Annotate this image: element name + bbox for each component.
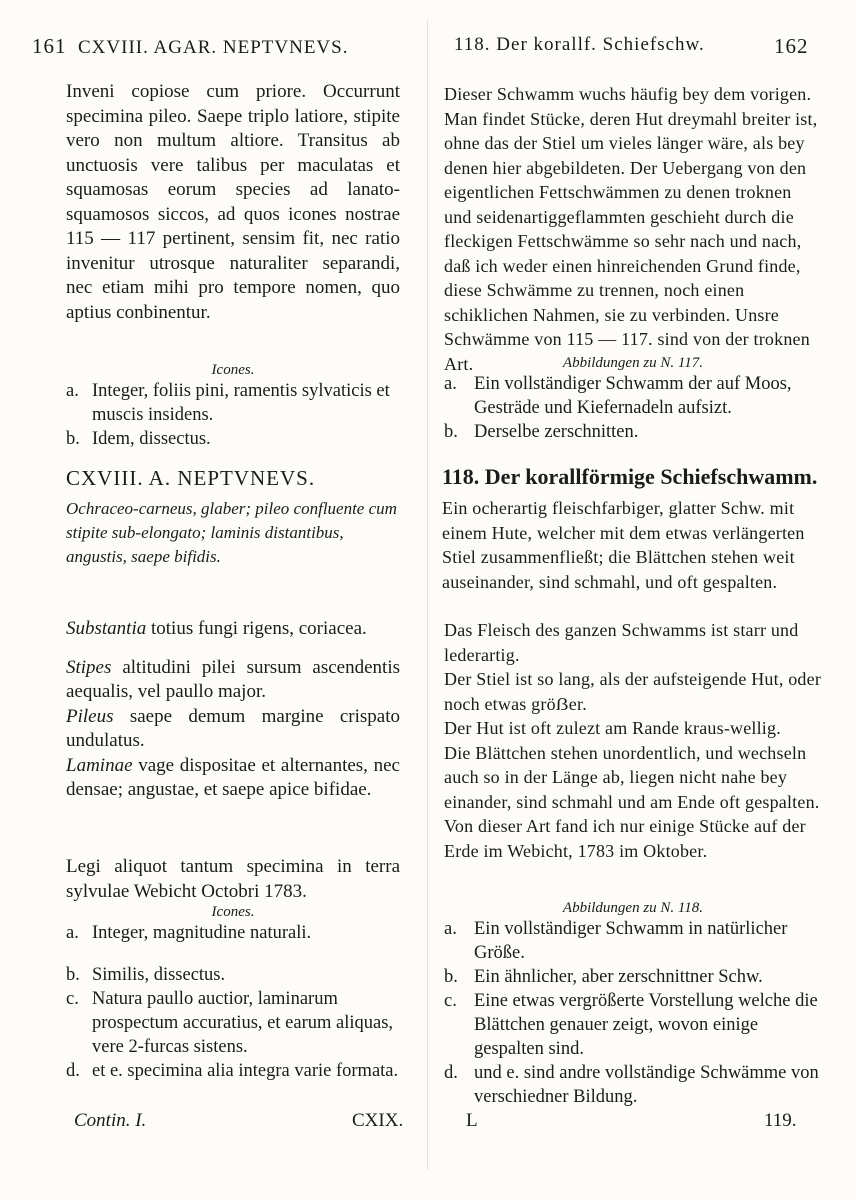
right-footer-signature <box>466 1110 478 1132</box>
item-key: b. <box>444 422 458 442</box>
left-footer-catchword <box>352 1110 403 1132</box>
item-key: a. <box>444 374 457 394</box>
description-stiel: Der Stiel ist so lang, als der aufsteigende Hut, oder noch etwas gröẞer. <box>444 669 822 714</box>
description-text: vage dispositae et alternantes, nec densae; angustae, et saepe apice bifidae. <box>66 754 400 800</box>
right-running-head <box>454 34 809 58</box>
item-key: b. <box>66 429 80 449</box>
left-icones-1 <box>66 362 400 451</box>
footer-right-text: 119. <box>764 1110 797 1131</box>
description-fund: Von dieser Art fand ich nur einige Stücke auf der Erde im Webicht, 1783 im Oktober. <box>444 816 806 861</box>
species-diagnosis: Ein ocherartig fleischfarbiger, glatter Schw. mit einem Hute, welcher mit dem etwas verlängerten Stiel zusammenfließt; die Blättchen stehen weit auseinander, sind schmahl, und oft gespalten. <box>442 498 805 592</box>
legi-paragraph: Legi aliquot tantum specimina in terra sylvulae Webicht Octobri 1783. <box>66 856 400 902</box>
description-text: totius fungi rigens, coriacea. <box>150 618 367 639</box>
item-text: Idem, dissectus. <box>92 429 211 449</box>
species-heading: CXVIII. A. NEPTVNEVS. <box>66 466 316 490</box>
left-species-section <box>66 466 400 569</box>
left-running-head-text: CXVIII. AGAR. NEPTVNEVS. <box>78 37 349 58</box>
right-abb-2 <box>444 900 822 1109</box>
item-key: a. <box>444 919 457 939</box>
left-intro-paragraph: Inveni copiose cum priore. Occurrunt specimina pileo. Saepe triplo latiore, stipite vero non multum altiore. Transitus ab unctuosis vere talibus per maculatas et squamosas eorum species ad lanato-squamosos siccos, ad quos icones nostrae 115 — 117 pertinent, sensim fit, nec ratio invenitur utrosque naturaliter separandi, nec etiam mihi pro tempore nomen, quo aptius conbinentur. <box>66 81 400 323</box>
species-heading: 118. Der korallförmige Schiefschwamm. <box>442 464 818 489</box>
left-description <box>66 617 400 803</box>
item-text: Eine etwas vergrößerte Vorstellung welche die Blättchen genauer zeigt, wovon einige gespalten sind. <box>474 991 818 1059</box>
item-text: Integer, foliis pini, ramentis sylvaticis et muscis insidens. <box>92 381 390 425</box>
abbildungen-title: Abbildungen zu N. 118. <box>562 900 704 916</box>
right-running-head-text: 118. Der korallf. Schiefschw. <box>454 34 705 55</box>
term: Laminae <box>66 754 133 776</box>
item-text: Similis, dissectus. <box>92 965 226 985</box>
left-intro-block <box>66 80 400 325</box>
description-fleisch: Das Fleisch des ganzen Schwamms ist starr und lederartig. <box>444 620 799 665</box>
item-text: Natura paullo auctior, laminarum prospectum accuratius, et earum aliquas, vere 2-furcas sistens. <box>92 989 394 1057</box>
item-text: Integer, magnitudine naturali. <box>92 923 312 943</box>
right-intro-paragraph: Dieser Schwamm wuchs häufig bey dem vorigen. Man findet Stücke, deren Hut dreymahl breiter ist, ohne das der Stiel um vieles länger wäre, als bey denen hier abgebildeten. Der Uebergang von den eigentlichen Fettschwämmen zu denen troknen und seidenartiggeflammten geschieht durch die fleckigen Fettschwämme so sehr nach und nach, daß ich weder einen hinreichenden Grund finde, diese Schwämme zu trennen, noch einen schiklichen Nahmen, sie zu verbinden. Unsre Schwämme von 115 — 117. sind von der troknen Art. <box>444 84 818 374</box>
footer-left-text: Contin. I. <box>74 1110 147 1131</box>
abbildungen-title: Abbildungen zu N. 117. <box>562 355 704 371</box>
item-text: und e. sind andre vollständige Schwämme von verschiedner Bildung. <box>474 1063 819 1107</box>
term: Stipes <box>66 656 112 678</box>
right-footer-catchword <box>764 1110 797 1132</box>
description-text: altitudini pilei sursum ascendentis aequalis, vel paullo major. <box>66 656 400 702</box>
item-text: et e. specimina alia integra varie formata. <box>92 1061 399 1081</box>
left-footer-signature <box>74 1110 146 1132</box>
item-text: Ein vollständiger Schwamm in natürlicher Größe. <box>474 919 788 963</box>
item-key: c. <box>66 989 79 1009</box>
left-legi-block <box>66 855 400 904</box>
list-item <box>66 921 400 945</box>
item-key: a. <box>66 381 79 401</box>
list-item <box>66 987 400 1059</box>
term: Substantia <box>66 618 147 639</box>
left-page-number: 161 <box>32 34 67 58</box>
list-item <box>66 379 400 427</box>
list-item <box>444 917 822 965</box>
right-abb-1 <box>444 355 822 444</box>
list-item <box>66 1059 400 1083</box>
footer-right-text: CXIX. <box>352 1110 404 1131</box>
right-description <box>444 618 822 863</box>
right-page-number: 162 <box>774 34 809 58</box>
list-item <box>444 965 822 989</box>
left-icones-2 <box>66 904 400 1083</box>
list-item <box>444 372 822 420</box>
left-running-head <box>32 34 348 59</box>
footer-left-text: L <box>466 1110 478 1131</box>
description-blaettchen: Die Blättchen stehen unordentlich, und wechseln auch so in der Länge ab, liegen nicht nahe bey einander, sind schmahl und am Ende oft gespalten. <box>444 742 820 812</box>
item-key: b. <box>444 967 458 987</box>
species-diagnosis: Ochraceo-carneus, glaber; pileo confluente cum stipite sub-elongato; laminis distantibus, angustis, saepe bifidis. <box>66 499 397 566</box>
list-item <box>66 427 400 451</box>
list-item <box>66 963 400 987</box>
item-key: d. <box>66 1061 80 1081</box>
right-intro-block <box>444 82 822 376</box>
right-species-section <box>442 464 822 594</box>
item-key: b. <box>66 965 80 985</box>
right-page <box>428 0 856 1200</box>
description-hut: Der Hut ist oft zulezt am Rande kraus-wellig. <box>444 718 781 738</box>
list-item <box>444 989 822 1061</box>
icones-title: Icones. <box>211 904 255 920</box>
item-text: Derselbe zerschnitten. <box>474 422 639 442</box>
item-text: Ein vollständiger Schwamm der auf Moos, Gesträde und Kiefernadeln aufsizt. <box>474 374 792 418</box>
item-key: c. <box>444 991 457 1011</box>
icones-title: Icones. <box>211 362 255 378</box>
item-key: d. <box>444 1063 458 1083</box>
list-item <box>444 1061 822 1109</box>
description-text: saepe demum margine crispato undulatus. <box>66 705 400 751</box>
item-text: Ein ähnlicher, aber zerschnittner Schw. <box>474 967 763 987</box>
item-key: a. <box>66 923 79 943</box>
term: Pileus <box>66 705 114 727</box>
list-item <box>444 420 822 444</box>
